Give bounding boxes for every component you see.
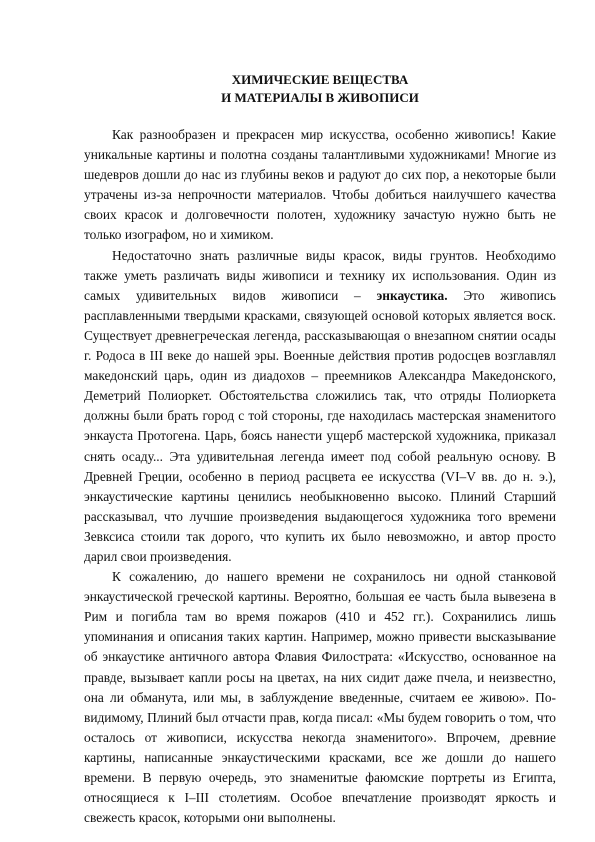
paragraph-1: Как разнообразен и прекрасен мир искусства, особенно живопись! Какие уникальные картины и полотна созданы талантливыми художниками! Многие из шедевров дошли до нас из глубины веков и радуют до сих пор, а некоторые были утрачены из-за непрочности материалов. Чтобы добиться наилучшего качества своих красок и долговечности полотен, художнику зачастую нужно быть не только изографом, но и химиком.: [84, 127, 556, 243]
title-line-1: ХИМИЧЕСКИЕ ВЕЩЕСТВА: [231, 72, 409, 87]
document-title: [84, 71, 556, 107]
paragraph-3: К сожалению, до нашего времени не сохранилось ни одной станковой энкаустической греческой картины. Вероятно, большая ее часть была вывезена в Рим и погибла там во время пожаров (410 и 452 гг.). Сохранились лишь упоминания и описания таких картин. Например, можно привести высказывание об энкаустике античного автора Флавия Филострата: «Искусство, основанное на правде, вызывает капли росы на цветах, на них сидит даже пчела, и неизвестно, она ли обманута, или мы, в заблуждение введенные, считаем ее живою». По-видимому, Плиний был отчасти прав, когда писал: «Мы будем говорить о том, что осталось от живописи, искусства некогда знаменитого». Впрочем, древние картины, написанные энкаустическими красками, все же дошли до нашего времени. В первую очередь, это знаменитые фаюмские портреты из Египта, относящиеся к I–III столетиям. Особое впечатление производят яркость и свежесть красок, которыми они выполнены.: [84, 569, 556, 826]
paragraph-2: [84, 246, 556, 568]
paragraph-2-text-end: Это живопись расплавленными твердыми красками, связующей основой которых является воск. Существует древнегреческая легенда, рассказывающая о внезапном снятии осады г. Родоса в III веке до нашей эры. Военные действия против родосцев возглавлял македонский царь, один из диадохов – преемников Александра Македонского, Деметрий Полиоркет. Обстоятельства сложились так, что отряды Полиоркета должны были брать город с той стороны, где находилась мастерская знаменитого энкауста Протогена. Царь, боясь нанести ущерб мастерской художника, приказал снять осаду... Эта удивительная легенда имеет под собой реальную основу. В Древней Греции, особенно в период расцвета ее искусства (VI–V вв. до н. э.), энкаустические картины ценились необыкновенно высоко. Плиний Старший рассказывал, что лучшие произведения выдающегося художника того времени Зевксиса стоили так дорого, что купить их было невозможно, и автор просто дарил свои произведения.: [84, 287, 556, 564]
document-page: [84, 71, 556, 828]
title-line-2: И МАТЕРИАЛЫ В ЖИВОПИСИ: [221, 90, 419, 105]
paragraph-2-text-start: Недостаточно знать различные виды красок, виды грунтов. Необходимо также уметь различать виды живописи и технику их использования. Один из самых удивительных видов живописи –: [84, 247, 556, 303]
encaustic-term: энкаустика.: [376, 287, 448, 303]
